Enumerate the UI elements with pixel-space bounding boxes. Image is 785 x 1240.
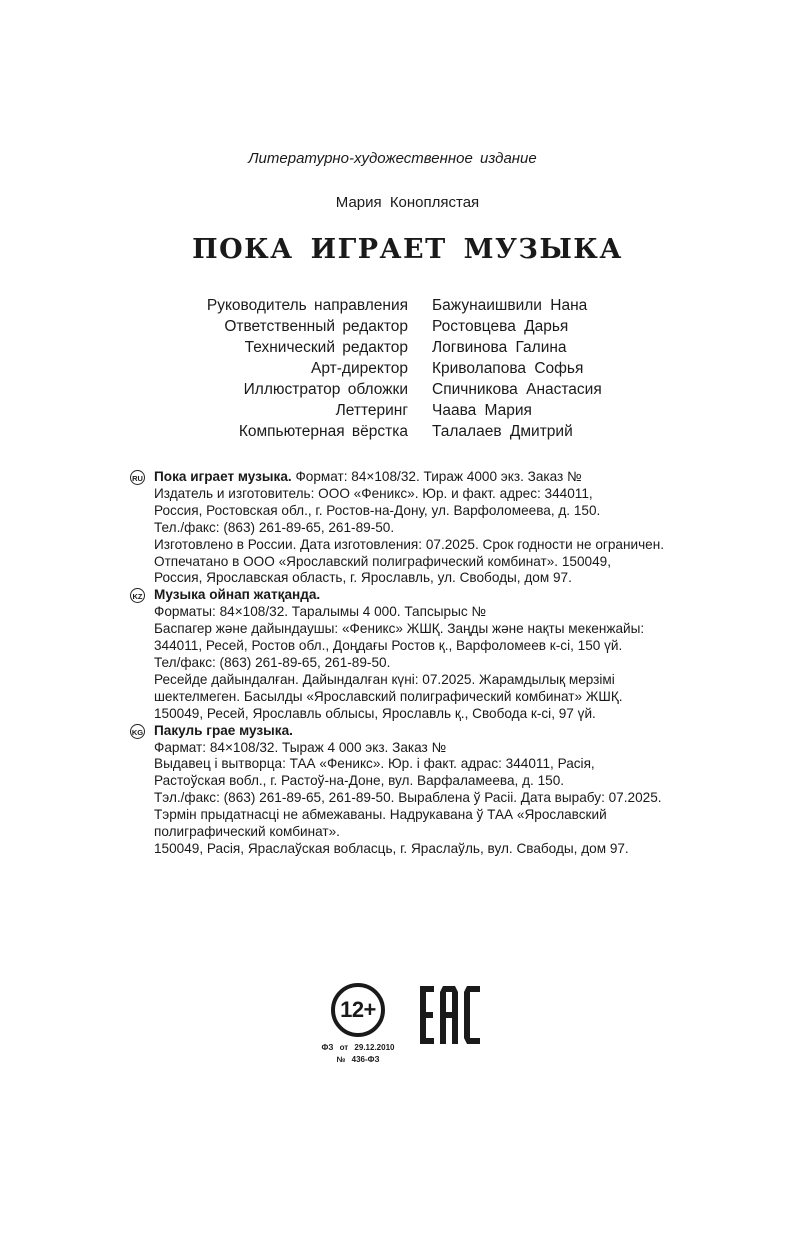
age-rating-circle <box>331 983 385 1037</box>
imprint-line: 150049, Ресей, Ярославль облысы, Ярославль қ., Свобода к-сі, 97 үй. <box>154 705 596 721</box>
credit-name: Чаава Мария <box>432 402 532 419</box>
imprint-kz <box>130 587 750 722</box>
imprint-line: Тэл./факс: (863) 261-89-65, 261-89-50. Выраблена ў Расіі. Дата вырабу: 07.2025. <box>154 790 662 806</box>
credit-role: Леттеринг <box>335 402 408 419</box>
credit-name: Логвинова Галина <box>432 339 567 356</box>
credit-role: Арт-директор <box>311 360 408 377</box>
credit-row <box>150 295 650 316</box>
credit-name: Бажунаишвили Нана <box>432 297 588 314</box>
credit-name: Ростовцева Дарья <box>432 318 569 335</box>
imprint-section <box>130 469 750 858</box>
credit-row <box>150 421 650 442</box>
credit-name: Криволапова Софья <box>432 360 584 377</box>
ru-language-badge: RU <box>130 470 145 485</box>
eac-icon <box>420 986 482 1044</box>
age-rating-label: 12+ <box>340 997 376 1022</box>
author-name: Мария Коноплястая <box>335 194 480 211</box>
age-rating-mark <box>318 983 398 1066</box>
imprint-heading: Музыка ойнап жатқанда. <box>154 587 321 603</box>
kz-language-badge: KZ <box>130 588 145 603</box>
credit-role: Иллюстратор обложки <box>243 381 408 398</box>
credit-role: Компьютерная вёрстка <box>238 423 408 440</box>
credit-name: Талалаев Дмитрий <box>432 423 573 440</box>
imprint-line: Россия, Ростовская обл., г. Ростов-на-Дону, ул. Варфоломеева, д. 150. <box>154 502 601 518</box>
imprint-line: Форматы: 84×108/32. Таралымы 4 000. Тапсырыс № <box>154 604 487 620</box>
imprint-heading: Пока играет музыка. <box>154 469 292 484</box>
imprint-line: Ресейде дайындалған. Дайындалған күні: 07.2025. Жарамдылық мерзімі <box>154 671 615 687</box>
imprint-line: шектелмеген. Басылды «Ярославский полиграфический комбинат» ЖШҚ. <box>154 688 623 704</box>
law-line-1: ФЗ от 29.12.2010 <box>321 1043 395 1052</box>
credit-role: Руководитель направления <box>206 297 408 314</box>
imprint-line: Россия, Ярославская область, г. Ярославль, ул. Свободы, дом 97. <box>154 570 572 586</box>
kg-language-badge: KG <box>130 724 145 739</box>
imprint-text: Формат: 84×108/32. Тираж 4000 экз. Заказ № <box>291 469 582 484</box>
credit-row <box>150 337 650 358</box>
imprint-heading: Пакуль грае музыка. <box>154 722 293 738</box>
imprint-line: 344011, Ресей, Ростов обл., Доңдағы Ростов қ., Варфоломеев к-сі, 150 үй. <box>154 638 623 654</box>
imprint-line: Фармат: 84×108/32. Тыраж 4 000 экз. Заказ № <box>154 739 447 755</box>
imprint-line: Тел./факс: (863) 261-89-65, 261-89-50. <box>154 519 395 535</box>
imprint-line: Тэрмін прыдатнасці не абмежаваны. Надрукавана ў ТАА «Ярославский <box>154 807 607 823</box>
imprint-line: Отпечатано в ООО «Ярославский полиграфический комбинат». 150049, <box>154 553 611 569</box>
book-title: ПОКА ИГРАЕТ МУЗЫКА <box>192 234 623 265</box>
imprint-line: 150049, Расія, Яраслаўская вобласць, г. Яраслаўль, вул. Свабоды, дом 97. <box>154 840 629 856</box>
imprint-line: Выдавец і вытворца: ТАА «Феникс». Юр. і факт. адрас: 344011, Расія, <box>154 756 595 772</box>
age-rating-law <box>318 1042 398 1066</box>
imprint-line: Тел/факс: (863) 261-89-65, 261-89-50. <box>154 654 391 670</box>
imprint-by <box>130 723 750 858</box>
credit-row <box>150 400 650 421</box>
credits-list <box>150 295 650 442</box>
law-line-2: № 436-ФЗ <box>336 1055 380 1064</box>
imprint-line: Изготовлено в России. Дата изготовления: 07.2025. Срок годности не ограничен. <box>154 536 665 552</box>
credit-row <box>150 358 650 379</box>
imprint-ru <box>130 469 750 587</box>
imprint-line: Баспагер және дайындаушы: «Феникс» ЖШҚ. Заңды және нақты мекенжайы: <box>154 621 645 637</box>
credit-row <box>150 316 650 337</box>
credit-role: Технический редактор <box>244 339 408 356</box>
edition-type: Литературно-художественное издание <box>248 150 537 167</box>
credit-row <box>150 379 650 400</box>
credit-role: Ответственный редактор <box>224 318 408 335</box>
imprint-line: Растоўская вобл., г. Растоў-на-Доне, вул. Варфаламеева, д. 150. <box>154 773 565 789</box>
credit-name: Спичникова Анастасия <box>432 381 602 398</box>
imprint-line: Издатель и изготовитель: ООО «Феникс». Юр. и факт. адрес: 344011, <box>154 485 593 501</box>
imprint-line: полиграфический комбинат». <box>154 824 340 840</box>
imprint-line <box>154 469 750 486</box>
